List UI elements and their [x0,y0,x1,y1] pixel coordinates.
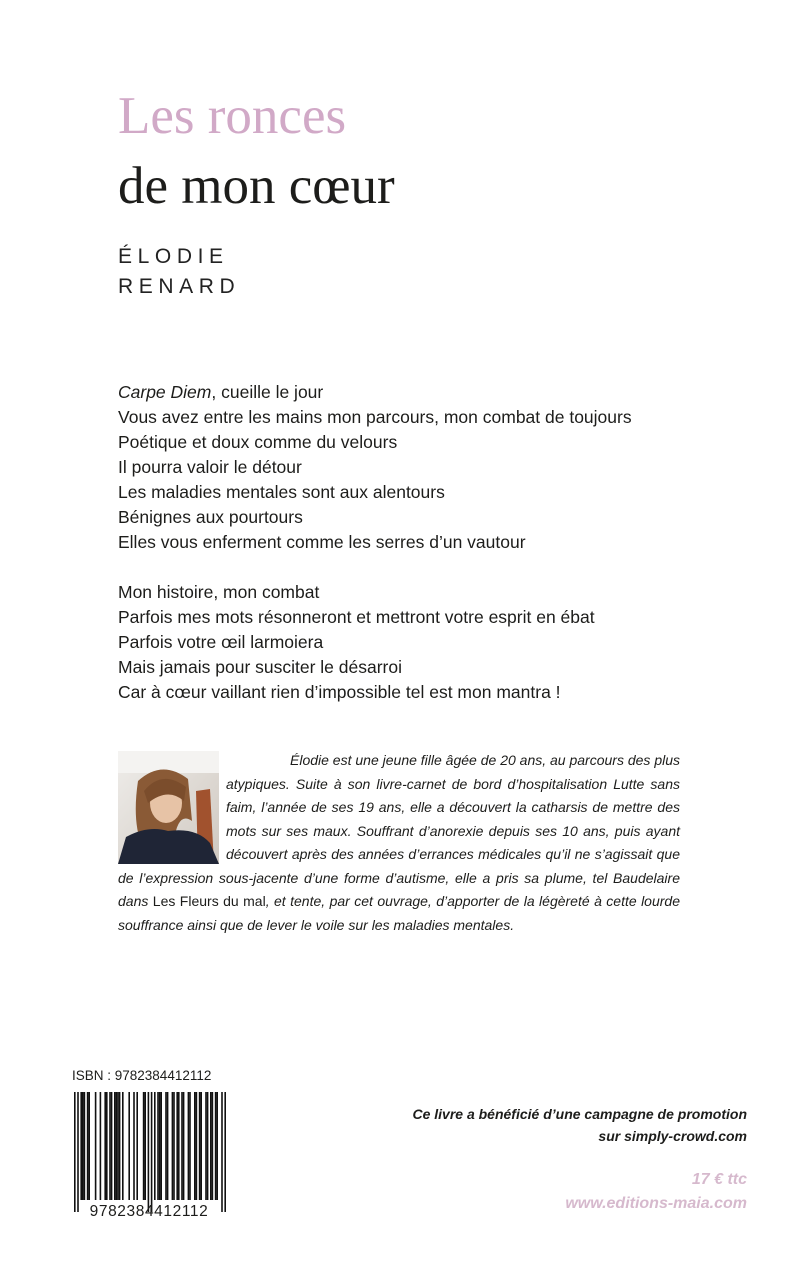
poem-line: Parfois mes mots résonneront et mettront votre esprit en ébat [118,607,595,627]
poem-line: Parfois votre œil larmoiera [118,632,324,652]
poem-line-rest: , cueille le jour [211,382,324,402]
barcode-bar [119,1092,121,1200]
barcode-bar [167,1092,169,1200]
barcode-bar [172,1092,174,1200]
barcode-bar [181,1092,183,1200]
poem-line: Mais jamais pour susciter le désarroi [118,657,402,677]
barcode-bar [109,1092,111,1200]
poem-line: Vous avez entre les mains mon parcours, mon combat de toujours [118,407,632,427]
barcode-bar [114,1092,116,1200]
barcode-bar [88,1092,90,1200]
barcode-bar [136,1092,138,1200]
barcode-bar [74,1092,76,1212]
bio-book-title-1: Lutte sans faim [226,775,680,815]
promotion-line-2: sur simply-crowd.com [598,1128,747,1144]
barcode-bar [95,1092,97,1200]
barcode-bar [221,1092,223,1212]
barcode-bar [210,1092,212,1200]
poem [118,380,632,730]
barcode-bar [117,1092,119,1200]
barcode-bar [82,1092,84,1200]
barcode-bar [157,1092,159,1200]
barcode-bar [189,1092,191,1200]
barcode-bar [84,1092,86,1200]
barcode-bar [106,1092,108,1200]
barcode-bar [87,1092,89,1200]
poem-line: Les maladies mentales sont aux alentours [118,482,445,502]
barcode-bar [178,1092,180,1200]
promotion-notice [412,1103,747,1147]
poem-line: Elles vous enferment comme les serres d’un vautour [118,532,526,552]
barcode-bar [159,1092,161,1200]
author-last-name: RENARD [118,275,241,298]
poem-line: Poétique et doux comme du velours [118,432,398,452]
poem-stanza-2 [118,580,632,705]
barcode-bar [80,1092,82,1200]
barcode-bar [104,1092,106,1200]
barcode-bar [165,1092,167,1200]
barcode-bar [196,1092,198,1200]
author-biography [118,749,680,937]
isbn-barcode [66,1090,232,1220]
barcode-bar [224,1092,226,1212]
author-first-name: ÉLODIE [118,245,229,268]
book-title-line-1: Les ronces [118,87,347,145]
barcode-bar [122,1092,124,1200]
bio-book-title-2: Les Fleurs du mal [152,893,266,909]
barcode-bar [176,1092,178,1200]
author-name [118,242,240,302]
barcode-bar [151,1092,153,1212]
poem-line: Bénignes aux pourtours [118,507,303,527]
barcode-bar [216,1092,218,1200]
barcode-bar [188,1092,190,1200]
photo-spacer [118,749,226,866]
bio-text-1: Élodie est une jeune fille âgée de 20 ans, au parcours des plus atypiques. Suite à son livre-carnet de bord d’hospitalisation [226,752,680,792]
bio-text-3: , et tente, par cet ouvrage, d’apporter de la légèreté à cette lourde souffrance ainsi que de lever le voile sur les maladies mentales. [118,893,680,933]
barcode-bar [194,1092,196,1200]
barcode-bar [77,1092,79,1212]
barcode-bars [74,1092,226,1212]
barcode-bar [144,1092,146,1200]
barcode-bar [128,1092,130,1200]
barcode-bar [215,1092,217,1200]
barcode-bar [116,1092,118,1200]
barcode-bar [183,1092,185,1200]
poem-stanza-1 [118,380,632,555]
bio-text-2: , l’année de ses 19 ans, elle a découvert la catharsis de mettre des mots sur ses maux. Souffrant d’anorexie depuis ses 10 ans, puis ayant découvert après des années d’errances médicales qu’il ne s’agissait que de l’expression sous-jacente d’une forme d’autisme, elle a pris sa plume, tel Baudelaire dans [118,799,680,909]
poem-line-italic: Carpe Diem [118,382,212,402]
barcode-bar [111,1092,113,1200]
barcode-bar [207,1092,209,1200]
barcode-bar [173,1092,175,1200]
barcode-bar [199,1092,201,1200]
barcode-digits: 9782384412112 [89,1203,209,1220]
barcode-bar [160,1092,162,1200]
barcode-bar [205,1092,207,1200]
publisher-website: www.editions-maia.com [565,1195,747,1212]
price-amount: 17 € ttc [691,1171,747,1188]
barcode-bar [212,1092,214,1200]
barcode-bar [148,1092,150,1212]
poem-line: Mon histoire, mon combat [118,582,320,602]
barcode-bar [100,1092,102,1200]
promotion-line-1: Ce livre a bénéficié d’une campagne de promotion [412,1106,747,1122]
poem-line: Car à cœur vaillant rien d’impossible tel est mon mantra ! [118,682,561,702]
poem-line [118,380,632,405]
barcode-bar [154,1092,156,1200]
book-title-line-2: de mon cœur [118,157,395,215]
barcode-bar [133,1092,135,1200]
barcode-bar [143,1092,145,1200]
poem-line: Il pourra valoir le détour [118,457,302,477]
barcode-bar [200,1092,202,1200]
price-block [565,1168,747,1216]
isbn-label: ISBN : 9782384412112 [72,1068,212,1083]
